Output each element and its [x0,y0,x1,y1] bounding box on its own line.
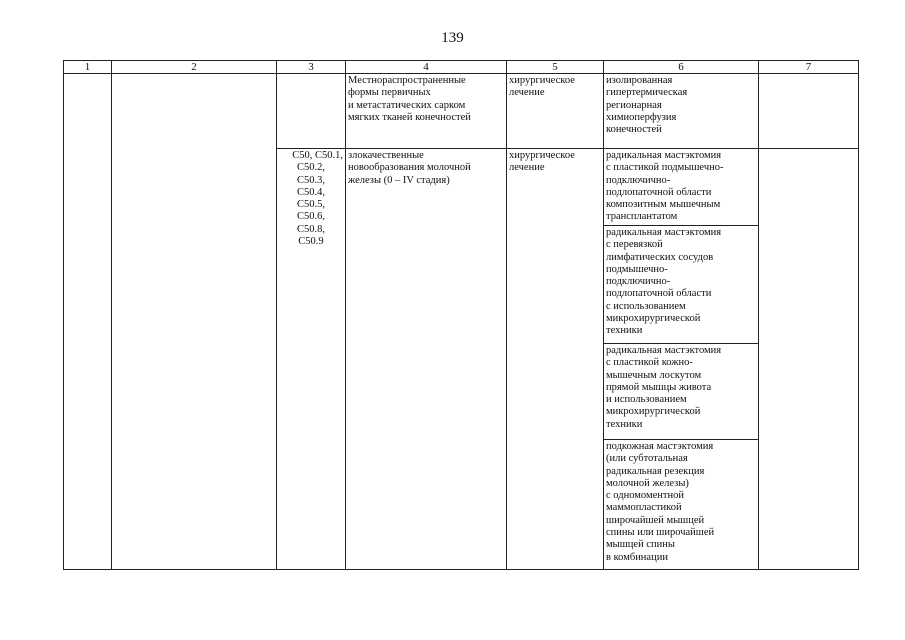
cell-method [604,226,759,344]
code-line: С50.9 [298,236,324,248]
cell-treatment-type [507,74,604,149]
cell-codes [277,149,346,570]
method-line: гипертермическая [606,87,688,99]
column-number: 5 [507,61,604,74]
condition-line: мягких тканей конечностей [348,111,471,123]
column-number: 4 [346,61,507,74]
method-line: мышечным лоскутом [606,369,702,381]
cell-method [604,440,759,570]
condition-line: железы (0 – IV стадия) [348,174,450,186]
method-line: подлопаточной области [606,186,712,198]
code-line: С50.6, [296,211,325,223]
treatment-type-line: хирургическое [509,150,575,161]
method-line: подлопаточной области [606,288,712,300]
cell-col2 [112,74,277,570]
code-line: С50.3, [296,174,325,186]
treatment-type-line: лечение [509,162,545,174]
method-line: подключично- [606,276,671,288]
treatment-type-line: лечение [509,87,545,99]
method-line: спины или широчайшей [606,527,715,539]
method-line: химиоперфузия [606,111,677,123]
cell-method [604,149,759,226]
method-line: микрохирургической [606,406,701,418]
cell-col1 [64,74,112,570]
condition-line: новообразования молочной [348,162,471,174]
page-number: 139 [441,30,464,46]
method-line: с одномоментной [606,490,684,502]
code-line: С50, С50.1, [292,150,343,161]
method-line: изолированная [606,75,673,86]
cell-method [604,74,759,149]
method-line: прямой мышцы живота [606,381,712,393]
column-number: 3 [277,61,346,74]
code-line: С50.2, [296,162,325,174]
method-line: в комбинации [606,551,668,563]
method-line: и использованием [606,394,687,406]
method-line: с использованием [606,300,686,312]
column-number-row [64,61,859,74]
cell-method [604,344,759,440]
method-line: лимфатических сосудов [606,251,714,263]
code-line: С50.8, [296,223,325,235]
cell-condition [346,149,507,570]
method-line: техники [606,325,643,337]
method-line: (или субтотальная [606,453,688,465]
cell-col7 [759,74,859,149]
cell-codes-empty [277,74,346,149]
condition-line: и метастатических сарком [348,99,466,111]
method-line: регионарная [606,99,662,111]
code-line: С50.5, [296,199,325,211]
column-number: 1 [64,61,112,74]
method-line: радикальная мастэктомия [606,227,722,238]
method-line: техники [606,418,643,430]
condition-line: злокачественные [348,150,424,161]
treatment-type-line: хирургическое [509,75,575,86]
cell-condition [346,74,507,149]
method-line: радикальная резекция [606,465,705,477]
method-line: широчайшей мышцей [606,514,705,526]
method-line: с пластикой подмышечно- [606,162,724,174]
method-line: с пластикой кожно- [606,357,693,369]
method-line: молочной железы) [606,477,689,489]
method-line: композитным мышечным [606,199,721,211]
method-line: микрохирургической [606,313,701,325]
condition-line: Местнораспространенные [348,75,466,86]
method-line: с перевязкой [606,239,663,251]
method-line: трансплантатом [606,211,678,223]
column-number: 6 [604,61,759,74]
method-line: радикальная мастэктомия [606,150,722,161]
column-number: 2 [112,61,277,74]
method-line: радикальная мастэктомия [606,345,722,356]
method-line: мышцей спины [606,539,675,551]
method-line: конечностей [606,124,662,136]
cell-col7 [759,149,859,570]
code-line: С50.4, [296,186,325,198]
condition-line: формы первичных [348,87,431,99]
cell-treatment-type [507,149,604,570]
medical-care-table [63,60,859,570]
method-line: маммопластикой [606,502,682,514]
method-line: подключично- [606,174,671,186]
method-line: подкожная мастэктомия [606,441,714,452]
method-line: подмышечно- [606,263,668,275]
column-number: 7 [759,61,859,74]
table-row [64,74,859,149]
